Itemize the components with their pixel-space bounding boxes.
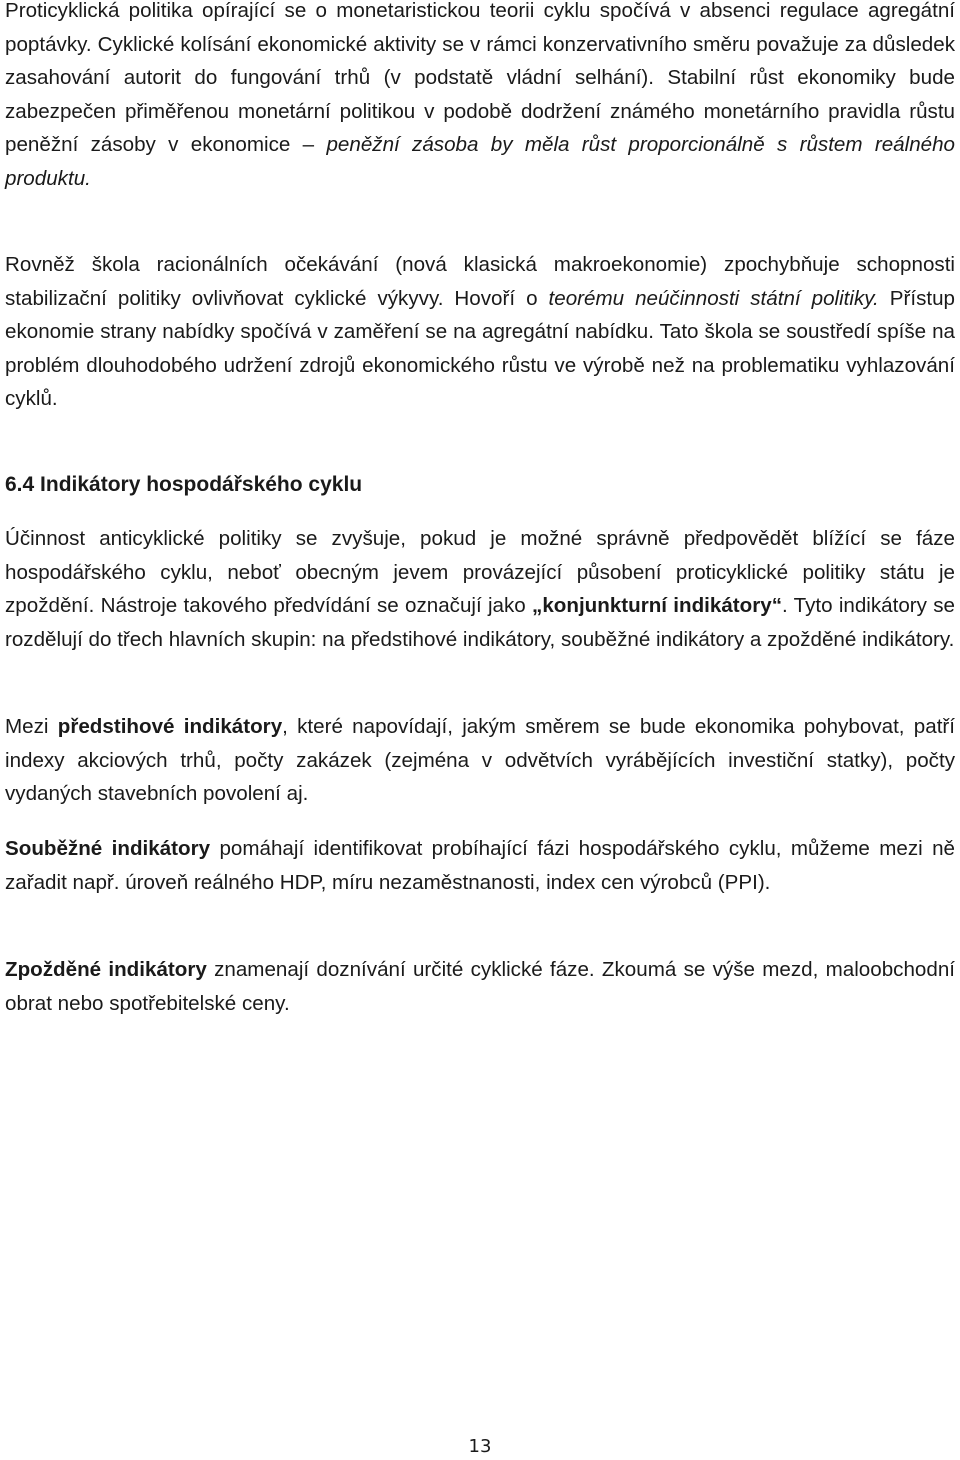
paragraph-text: Účinnost anticyklické politiky se zvyšuje, pokud je možné správně předpovědět blížící se fáze hospodářského cyklu, neboť obecným jevem provázející působení proticyklické politiky státu je zpoždění. Nástroje takového předvídání se označují jako [5,527,955,618]
paragraph-rational-expectations [5,248,955,416]
paragraph-text: pomáhají identifikovat probíhající fázi hospodářského cyklu, můžeme mezi ně zařadit např. úroveň reálného HDP, míru nezaměstnanosti, index cen výrobců (PPI). [5,837,955,894]
term-coincident-indicators: Souběžné indikátory [5,837,211,860]
paragraph-monetarist-policy [5,0,955,196]
section-heading: 6.4 Indikátory hospodářského cyklu [5,473,363,496]
monetary-rule-text: peněžní zásoba by měla růst proporcionálně s růstem reálného produktu. [5,133,956,190]
theorem-text: teorému neúčinnosti státní politiky. [548,286,879,310]
paragraph-lagging-indicators [5,953,955,1020]
term-lagging-indicators: Zpožděné indikátory [5,958,207,981]
paragraph-text: , které napovídají, jakým směrem se bude ekonomika pohybovat, patří indexy akciových trhů, počty zakázek (zejména v odvětvích vyrábějících investiční statky), počty vydaných stavebních povolení aj. [5,715,955,806]
paragraph-business-indicators [5,522,955,656]
paragraph-text: Proticyklická politika opírající se o monetaristickou teorii cyklu spočívá v absenci regulace agregátní poptávky. Cyklické kolísání ekonomické aktivity se v rámci konzervativního směru považuje za důsledek zasahování autorit do fungování trhů (v podstatě vládní selhání). Stabilní růst ekonomiky bude zabezpečen přiměřenou monetární politikou v podobě dodržení známého monetárního pravidla růstu peněžní zásoby v ekonomice – [5,0,955,157]
paragraph-leading-indicators [5,710,955,811]
paragraph-text: Mezi [5,715,58,738]
paragraph-text: Rovněž škola racionálních očekávání (nová klasická makroekonomie) zpochybňuje schopnosti stabilizační politiky ovlivňovat cyklické výkyvy. Hovoří o [5,253,955,310]
paragraph-text: . Tyto indikátory se rozdělují do třech hlavních skupin: na předstihové indikátory, souběžné indikátory a zpožděné indikátory. [5,594,955,651]
paragraph-text: Přístup ekonomie strany nabídky spočívá v zaměření se na agregátní nabídku. Tato škola se soustředí spíše na problém dlouhodobého udržení zdrojů ekonomického růstu ve výrobě než na problematiku vyhlazování cyklů. [5,286,956,411]
page-number: 13 [468,1436,492,1457]
term-leading-indicators: předstihové indikátory [57,715,283,738]
paragraph-text: znamenají doznívání určité cyklické fáze. Zkoumá se výše mezd, maloobchodní obrat nebo spotřebitelské ceny. [5,958,955,1015]
term-konjunkturni-indikatory: „konjunkturní indikátory“ [532,594,783,618]
paragraph-coincident-indicators [5,832,955,899]
